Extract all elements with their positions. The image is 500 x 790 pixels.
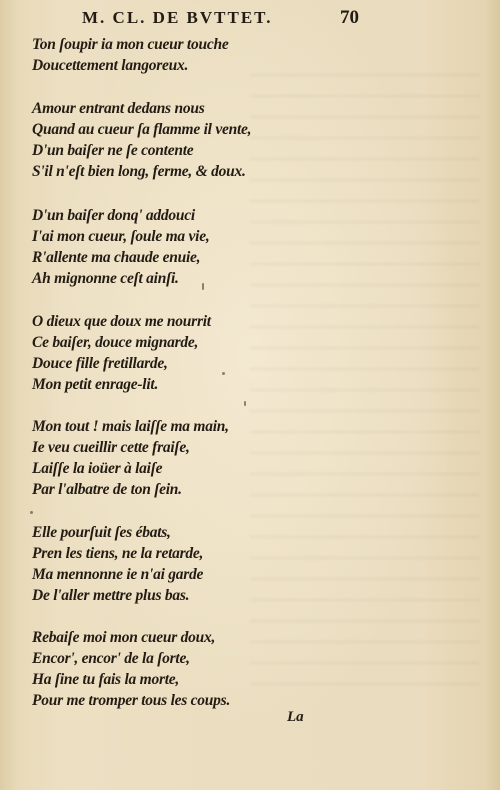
verse-line: Ha ſine tu fais la morte, [32,671,180,688]
verse-line: Doucettement langoreux. [32,57,189,74]
verse-line: R'allente ma chaude enuie, [32,249,201,266]
verse-line: Amour entrant dedans nous [32,100,205,117]
verse-line: Par l'albatre de ton ſein. [32,481,182,498]
stanza-7 [32,627,282,711]
verse-line: Ah mignonne ceſt ainſi. [32,270,179,287]
stanza-3 [32,205,282,289]
verse-line: O dieux que doux me nourrit [32,313,211,330]
page-header [0,8,500,32]
verse-line: Rebaiſe moi mon cueur doux, [32,629,216,646]
verse-line: Ce baiſer, douce mignarde, [32,334,199,351]
stanza-2 [32,98,282,182]
verse-line: D'un baiſer donq' addouci [32,207,195,224]
running-head: M. CL. DE BVTTET. [82,8,273,27]
ink-speck [244,401,246,406]
stanza-5 [32,416,282,500]
stanza-6 [32,522,282,606]
verse-line: Elle pourſuit ſes ébats, [32,524,171,541]
verse-line: Douce fille fretillarde, [32,355,168,372]
verse-line: D'un baiſer ne ſe contente [32,142,194,159]
stanza-1 [32,34,282,76]
verse-line: De l'aller mettre plus bas. [32,587,190,604]
verse-line: Quand au cueur ſa flamme il vente, [32,121,252,138]
verse-line: Ie veu cueillir cette fraiſe, [32,439,190,456]
ink-speck [30,511,33,514]
page-number: 70 [340,7,359,28]
stanza-4 [32,311,282,395]
verse-line: Pour me tromper tous les coups. [32,692,231,709]
verse-line: Pren les tiens, ne la retarde, [32,545,204,562]
ink-speck [222,372,225,375]
verse-line: Mon petit enrage-lit. [32,376,159,393]
show-through-shadow [250,60,480,700]
verse-line: Mon tout ! mais laiſſe ma main, [32,418,229,435]
verse-line: Encor', encor' de la ſorte, [32,650,190,667]
verse-line: I'ai mon cueur, ſoule ma vie, [32,228,210,245]
verse-line: Laiſſe la ioüer à laiſe [32,460,163,477]
catchword: La [287,709,304,725]
ink-speck [202,283,204,290]
verse-line: Ton ſoupir ia mon cueur touche [32,36,229,53]
verse-line: Ma mennonne ie n'ai garde [32,566,204,583]
verse-line: S'il n'eſt bien long, ferme, & doux. [32,163,246,180]
